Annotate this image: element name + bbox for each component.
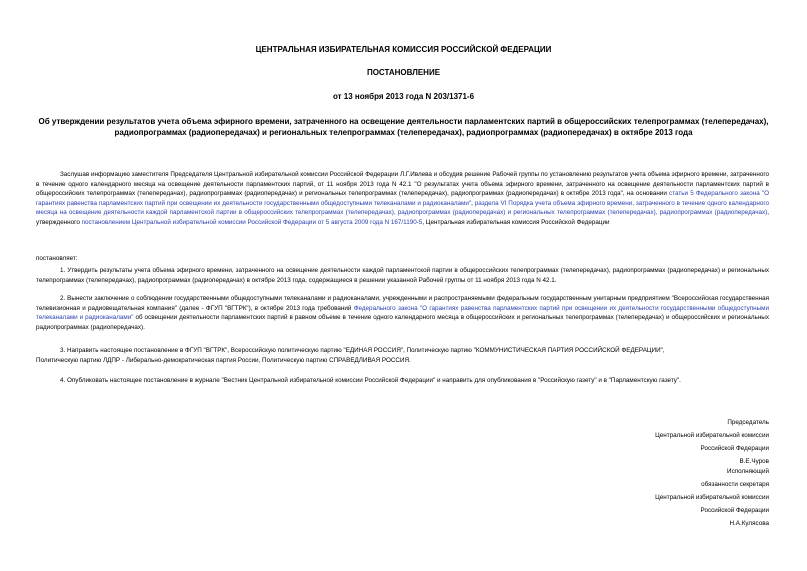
signature-line: Российской Федерации xyxy=(700,507,769,514)
organization-heading: ЦЕНТРАЛЬНАЯ ИЗБИРАТЕЛЬНАЯ КОМИССИЯ РОССИЙСКОЙ ФЕДЕРАЦИИ xyxy=(255,45,552,54)
signature-name: В.Е.Чуров xyxy=(739,458,769,465)
item-2-paragraph xyxy=(36,294,769,332)
decides-label: постановляет: xyxy=(36,255,78,262)
signature-line: Исполняющий xyxy=(727,468,769,475)
item-4-paragraph: 4. Опубликовать настоящее постановление в журнале "Вестник Центральной избирательной комиссии Российской Федерации" и направить для опубликования в "Российскую газету" и в "Парламентскую газету". xyxy=(60,377,681,384)
item-3-line-1: 3. Направить настоящее постановление в ФГУП "ВГТРК", Всероссийскую политическую партию "ЕДИНАЯ РОССИЯ", Политическую партию "КОММУНИСТИЧЕСКАЯ ПАРТИЯ РОССИЙСКОЙ ФЕДЕРАЦИИ", xyxy=(60,347,665,354)
signature-line: Председатель xyxy=(727,419,769,426)
item-2-text-2: об освещении деятельности парламентских партий в равном объеме в течение одного календарного месяца в общероссийских и региональных телепрограммах (телепередачах) и общероссийских и региональных радиопрограммах (радиопередачах). xyxy=(36,314,769,331)
law-guarantees-link[interactable]: Федерального закона "О гарантиях равенства парламентских партий при освещении их деятельности государственными общедоступными телеканалами и радиоканалами" xyxy=(36,304,769,322)
signature-name: Н.А.Кулясова xyxy=(729,520,769,527)
signature-line: Центральной избирательной комиссии xyxy=(655,494,769,501)
signature-line: Центральной избирательной комиссии xyxy=(655,432,769,439)
preamble-paragraph xyxy=(36,170,769,228)
cec-resolution-link[interactable]: постановлением Центральной избирательной комиссии Российской Федерации от 5 августа 2009 года N 167/1190-5 xyxy=(81,218,423,226)
signature-line: Российской Федерации xyxy=(700,445,769,452)
procedure-section-vi-link[interactable]: раздела VI Порядка учета объема эфирного времени, затраченного в течение одного календарного месяца на освещение деятельности каждой парламентской партии в общероссийских телепрограммах (телепередачах), радиопрограммах (радиопередачах) и региональных телепрограммах (телепередачах), радиопрограммах (радиопередачах) xyxy=(36,199,770,217)
signature-line: обязанности секретаря xyxy=(701,481,769,488)
document-type: ПОСТАНОВЛЕНИЕ xyxy=(366,68,441,77)
preamble-text-2: , xyxy=(471,199,475,207)
law-article-5-link[interactable]: статьи 5 Федерального закона "О гарантиях равенства парламентских партий при освещении их деятельности государственными общедоступными телеканалами и радиоканалами" xyxy=(36,190,770,207)
item-1-paragraph: 1. Утвердить результаты учета объема эфирного времени, затраченного на освещение деятельности каждой парламентской партии в общероссийских телепрограммах (телепередачах), радиопрограммах (радиопередачах) и региональных телепрограммах (телепередачах), радиопрограммах (радиопередачах) в октябре 2013 года, содержащиеся в решении указанной Рабочей группы от 11 ноября 2013 года N 42.1. xyxy=(36,267,769,284)
item-2-text-1: 2. Вынести заключение о соблюдении государственными общедоступными телеканалами и радиоканалами, учрежденными и распространяемыми федеральным государственным унитарным предприятием "Всероссийская государственная телевизионная и радиовещательная компания" (далее - ФГУП "ВГТРК"), в октябре 2013 года требований xyxy=(36,295,769,312)
item-3-line-2: Политическую партию ЛДПР - Либерально-демократическая партия России, Политическую партию СПРАВЕДЛИВАЯ РОССИЯ. xyxy=(36,357,411,364)
signature-chairman xyxy=(569,416,769,468)
document-date-number: от 13 ноября 2013 года N 203/1371-6 xyxy=(332,92,475,101)
document-title: Об утверждении результатов учета объема эфирного времени, затраченного на освещение деятельности парламентских партий в общероссийских телепрограммах (телепередачах), радиопрограммах (радиопередачах) и региональных телепрограммах (телепередачах), радиопрограммах (радиопередачах) в октябре 2013 года xyxy=(38,117,769,137)
signature-secretary xyxy=(569,465,769,530)
preamble-text-1: Заслушав информацию заместителя Председателя Центральной избирательной комиссии Российской Федерации Л.Г.Ивлева и обсудив решение Рабочей группы по установлению результатов учета объема эфирного времени, затраченного в течение одного календарного месяца на освещение деятельности парламентских партий, от 11 ноября 2013 года N 42.1 "О результатах учета объема эфирного времени, затраченного на освещение деятельности парламентских партий в общероссийских телепрограммах (телепередачах), радиопрограммах (радиопередачах) и региональных телепрограммах (телепередачах), радиопрограммах (радиопередачах) в октябре 2013 года", на основании xyxy=(36,171,769,198)
preamble-text-4: , Центральная избирательная комиссия Российской Федерации xyxy=(422,218,610,226)
preamble-text-3: , утвержденного xyxy=(36,209,769,226)
